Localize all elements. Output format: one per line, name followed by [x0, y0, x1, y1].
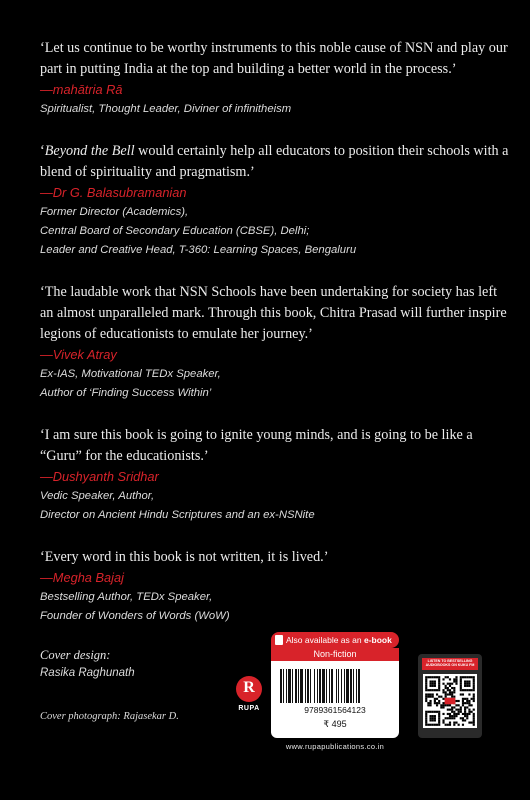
- audiobook-qr-card[interactable]: [418, 654, 482, 738]
- cover-design-label: Cover design:: [40, 648, 111, 662]
- cover-design-credit: [40, 646, 135, 682]
- author-credentials: Founder of Wonders of Words (WoW): [40, 610, 230, 622]
- barcode-panel: [271, 648, 399, 738]
- quote-author: —Megha Bajaj: [40, 570, 124, 585]
- publisher-name: RUPA: [238, 705, 260, 712]
- author-credentials: Former Director (Academics),: [40, 206, 189, 218]
- quote-block: [40, 425, 510, 525]
- quote-text-rest: would certainly help all educators to position their schools with a blend of spirituality and pragmatism.’: [40, 143, 509, 180]
- ebook-availability-tag: [271, 632, 399, 648]
- price-label: ₹ 495: [323, 719, 347, 729]
- quote-author: —Vivek Atray: [40, 347, 117, 362]
- ebook-icon: [275, 635, 283, 645]
- author-credentials: Central Board of Secondary Education (CBSE), Delhi;: [40, 225, 310, 237]
- qr-code[interactable]: [423, 674, 477, 728]
- endorsements: [40, 38, 510, 648]
- quote-block: [40, 547, 510, 626]
- quote-open-mark: ‘: [40, 143, 45, 159]
- author-credentials: Vedic Speaker, Author,: [40, 490, 155, 502]
- cover-designer-name: Rasika Raghunath: [40, 667, 135, 679]
- quote-author: —Dushyanth Sridhar: [40, 469, 159, 484]
- quote-author: —Dr G. Balasubramanian: [40, 185, 187, 200]
- isbn-barcode: [280, 669, 390, 703]
- book-title: Beyond the Bell: [44, 143, 135, 159]
- ebook-text: Also available as an: [286, 635, 364, 645]
- rupa-logo: [232, 676, 266, 712]
- audiobook-headline: LISTEN TO BESTSELLING AUDIOBOOKS ON KUKU FM: [422, 658, 478, 670]
- rupa-logo-icon: [236, 676, 262, 702]
- ebook-bold-text: e-book: [363, 635, 392, 645]
- quote-author: —mahātria Rā: [40, 82, 123, 97]
- quote-block: [40, 282, 510, 403]
- isbn-number: 9789361564123: [304, 705, 366, 715]
- author-credentials: Bestselling Author, TEDx Speaker,: [40, 591, 213, 603]
- publisher-website[interactable]: www.rupapublications.co.in: [285, 742, 385, 751]
- author-credentials: Spiritualist, Thought Leader, Diviner of infinitheism: [40, 103, 292, 115]
- quote-block: [40, 38, 510, 119]
- author-credentials: Author of ‘Finding Success Within’: [40, 387, 212, 399]
- author-credentials: Leader and Creative Head, T-360: Learning Spaces, Bengaluru: [40, 244, 357, 256]
- quote-text: ‘The laudable work that NSN Schools have been undertaking for society has left an almost unparalleled mark. Through this book, Chitra Prasad will further inspire legions of educationists to emulate her journey.’: [40, 284, 507, 342]
- quote-text: ‘Every word in this book is not written, it is lived.’: [40, 549, 329, 565]
- author-credentials: Ex-IAS, Motivational TEDx Speaker,: [40, 368, 221, 380]
- author-credentials: Director on Ancient Hindu Scriptures and an ex-NSNite: [40, 509, 315, 521]
- quote-block: [40, 141, 510, 260]
- logo-letter: R: [243, 679, 255, 696]
- quote-text: ‘I am sure this book is going to ignite young minds, and is going to be like a “Guru” for the educationists.’: [40, 427, 473, 464]
- photo-credit: Cover photograph: Rajasekar D.: [40, 711, 179, 722]
- quote-text: ‘Let us continue to be worthy instruments to this noble cause of NSN and play our part in putting India at the top and building a better world in the process.’: [40, 40, 508, 77]
- quote-text: [40, 141, 510, 183]
- genre-label: Non-fiction: [271, 648, 399, 661]
